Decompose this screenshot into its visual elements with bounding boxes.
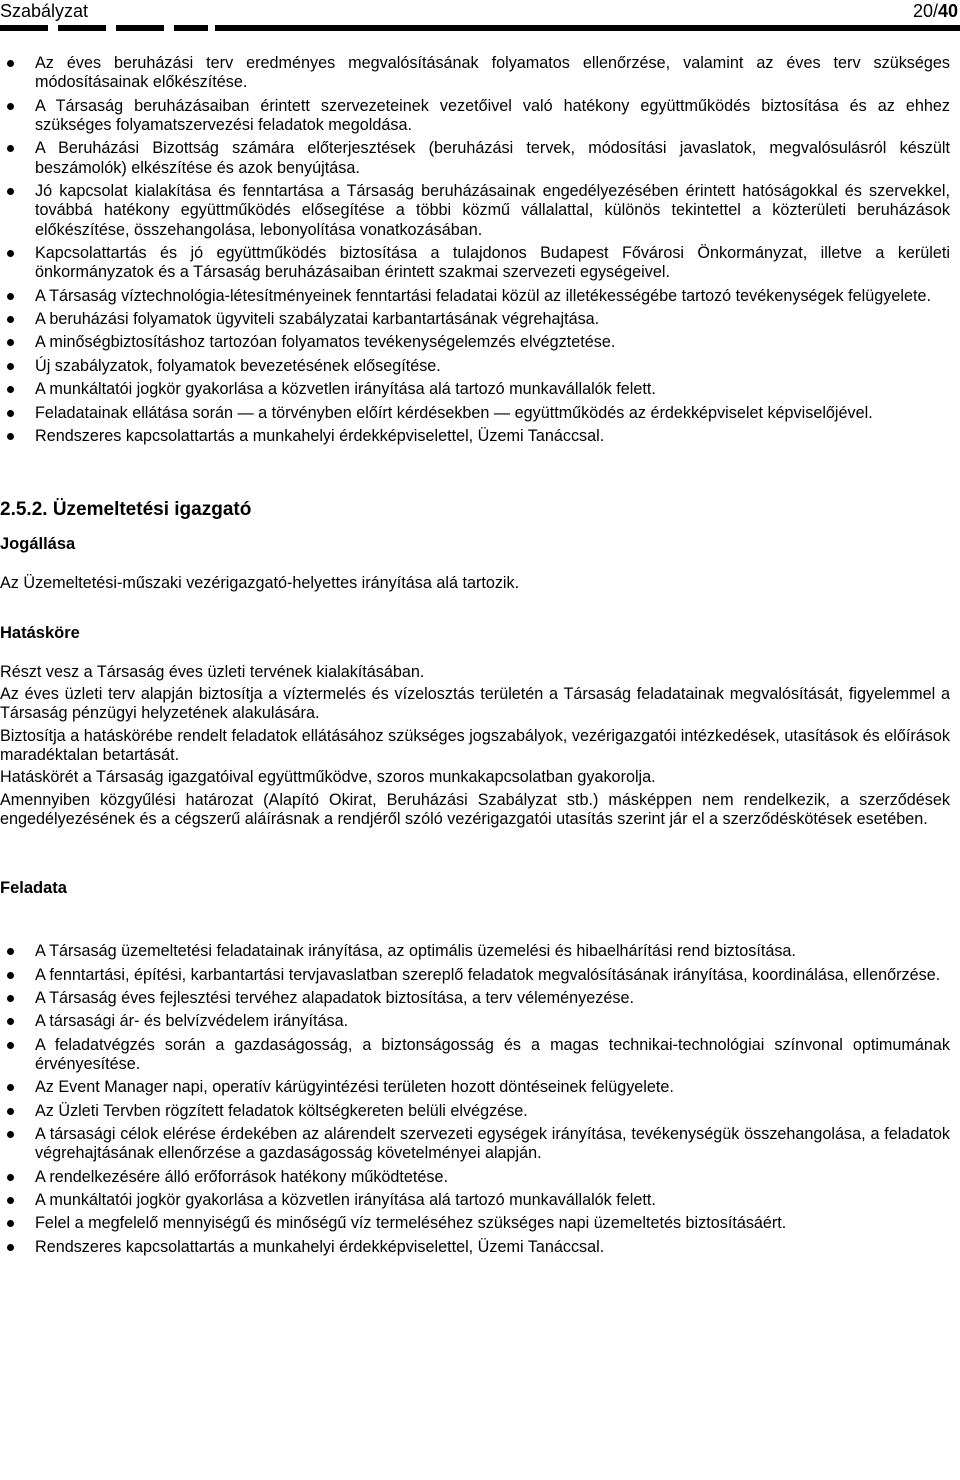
list-item: Az éves beruházási terv eredményes megvalósításának folyamatos ellenőrzése, valamint az éves terv szükséges módosításainak előkészítése. — [0, 54, 950, 93]
list-item: Rendszeres kapcsolattartás a munkahelyi érdekképviselettel, Üzemi Tanáccsal. — [0, 1238, 950, 1257]
header-rule-segment — [215, 25, 960, 31]
list-item: Az Üzleti Tervben rögzített feladatok költségkereten belüli elvégzése. — [0, 1102, 950, 1121]
header-rule-segment — [58, 25, 106, 31]
list-item: A Társaság éves fejlesztési tervéhez alapadatok biztosítása, a terv véleményezése. — [0, 989, 950, 1008]
list-item: Kapcsolattartás és jó együttműködés biztosítása a tulajdonos Budapest Fővárosi Önkormányzat, illetve a kerületi önkormányzatok és a Társaság beruházásaiban érintett szakmai szervezeti egységeivel. — [0, 244, 950, 283]
list-item: A Társaság beruházásaiban érintett szervezeteinek vezetőivel való hatékony együttműködés biztosítása és az ehhez szükséges folyamatszervezési feladatok megoldása. — [0, 97, 950, 136]
header-rule-segment — [0, 25, 48, 31]
page-number — [913, 0, 958, 22]
list-item: A társasági célok elérése érdekében az alárendelt szervezeti egységek irányítása, tevékenységük összehangolása, a feladatok végrehajtásának ellenőrzése a gazdaságosság követelményei alapján. — [0, 1125, 950, 1164]
header-rule-segment — [116, 25, 164, 31]
list-item: A társasági ár- és belvízvédelem irányítása. — [0, 1012, 950, 1031]
hataskore-paragraph: Amennyiben közgyűlési határozat (Alapító Okirat, Beruházási Szabályzat stb.) másképpen nem rendelkezik, a szerződések engedélyezésének és a cégszerű aláírásnak a rendjéről szóló vezérigazgatói utasítás szerint jár el a szerződéskötések esetében. — [0, 790, 950, 828]
hataskore-paragraph: Biztosítja a hatáskörébe rendelt feladatok ellátásához szükséges jogszabályok, vezérigazgatói intézkedések, utasítások és előírások maradéktalan betartását. — [0, 726, 950, 764]
list-item: Jó kapcsolat kialakítása és fenntartása a Társaság beruházásainak engedélyezésében érintett hatóságokkal és szervekkel, továbbá hatékony együttműködés elősegítése a többi közmű vállalattal, különös tekintettel a közterületi beruházások előkészítése, összehangolása, lebonyolítása vonatkozásában. — [0, 182, 950, 240]
list-item: Felel a megfelelő mennyiségű és minőségű víz termeléséhez szükséges napi üzemeltetés biztosításáért. — [0, 1214, 950, 1233]
section-heading: 2.5.2. Üzemeltetési igazgató — [0, 499, 252, 521]
bullet-list-top — [0, 54, 950, 446]
list-item: A Beruházási Bizottság számára előterjesztések (beruházási tervek, módosítási javaslatok, megvalósulásról készült beszámolók) elkészítése és azok benyújtása. — [0, 139, 950, 178]
list-item: Feladatainak ellátása során — a törvényben előírt kérdésekben — együttműködés az érdekképviselet képviselőjével. — [0, 404, 950, 423]
list-item: A feladatvégzés során a gazdaságosság, a biztonságosság és a magas technikai-technológiai színvonal optimumának érvényesítése. — [0, 1036, 950, 1075]
jogallasa-heading: Jogállása — [0, 535, 76, 554]
hataskore-heading: Hatásköre — [0, 623, 80, 642]
hataskore-paragraph: Az éves üzleti terv alapján biztosítja a víztermelés és vízelosztás területén a Társaság feladatainak megvalósítását, figyelemmel a Társaság pénzügyi helyzetének alakulására. — [0, 684, 950, 723]
header-rule — [0, 25, 960, 31]
list-item: A Társaság üzemeltetési feladatainak irányítása, az optimális üzemelési és hibaelhárítási rend biztosítása. — [0, 942, 950, 961]
list-item: Új szabályzatok, folyamatok bevezetésének elősegítése. — [0, 357, 950, 376]
list-item: Rendszeres kapcsolattartás a munkahelyi érdekképviselettel, Üzemi Tanáccsal. — [0, 427, 950, 446]
header-rule-segment — [174, 25, 208, 31]
list-item: Az Event Manager napi, operatív kárügyintézési területen hozott döntéseinek felügyelete. — [0, 1078, 950, 1097]
hataskore-paragraph: Részt vesz a Társaság éves üzleti tervének kialakításában. — [0, 662, 425, 681]
bullet-list-feladata — [0, 942, 950, 1257]
list-item: A fenntartási, építési, karbantartási tervjavaslatban szereplő feladatok megvalósításának irányítása, koordinálása, ellenőrzése. — [0, 966, 950, 985]
list-item: A rendelkezésére álló erőforrások hatékony működtetése. — [0, 1168, 950, 1187]
page-total: 40 — [937, 1, 958, 21]
list-item: A beruházási folyamatok ügyviteli szabályzatai karbantartásának végrehajtása. — [0, 310, 950, 329]
page-header — [0, 0, 960, 24]
list-item: A munkáltatói jogkör gyakorlása a közvetlen irányítása alá tartozó munkavállalók felett. — [0, 1191, 950, 1210]
page-current: 20/ — [912, 1, 938, 21]
document-body — [0, 54, 950, 1261]
list-item: A minőségbiztosításhoz tartozóan folyamatos tevékenységelemzés elvégztetése. — [0, 333, 950, 352]
jogallasa-text: Az Üzemeltetési-műszaki vezérigazgató-helyettes irányítása alá tartozik. — [0, 574, 520, 593]
feladata-heading: Feladata — [0, 879, 67, 898]
list-item: A munkáltatói jogkör gyakorlása a közvetlen irányítása alá tartozó munkavállalók felett. — [0, 380, 950, 399]
document-title: Szabályzat — [0, 1, 89, 21]
hataskore-paragraph: Hatáskörét a Társaság igazgatóival együttműködve, szoros munkakapcsolatban gyakorolja. — [0, 768, 656, 787]
list-item: A Társaság víztechnológia-létesítményeinek fenntartási feladatai közül az illetékességébe tartozó tevékenységek felügyelete. — [0, 287, 950, 306]
